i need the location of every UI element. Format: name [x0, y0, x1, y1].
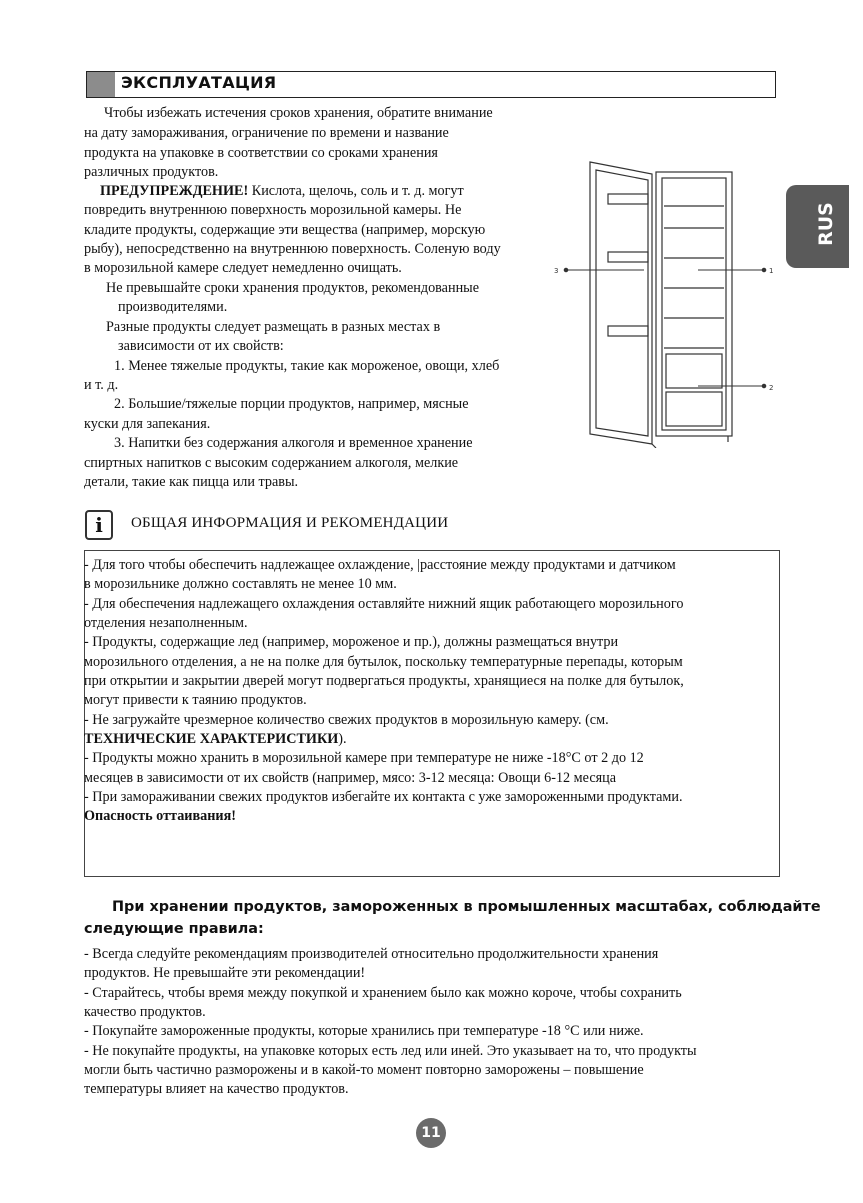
info-line: при открытии и закрытии дверей могут подвергаться продукты, хранящиеся на полке для бутылок,	[84, 673, 684, 689]
language-tab-label: RUS	[815, 202, 837, 246]
section-header	[86, 71, 776, 98]
info-line: - Для обеспечения надлежащего охлаждения оставляйте нижний ящик работающего морозильного	[84, 596, 684, 612]
section-title: ЭКСПЛУАТАЦИЯ	[121, 73, 277, 92]
warning-line: повредить внутреннюю поверхность морозильной камеры. Не	[84, 202, 462, 218]
guide-line: 2. Большие/тяжелые порции продуктов, например, мясные	[114, 396, 469, 412]
info-icon-glyph: i	[95, 513, 103, 537]
diagram-label-right-bottom: 2	[769, 384, 774, 392]
guide-line: куски для запекания.	[84, 416, 211, 432]
industrial-heading-cont: следующие правила:	[84, 921, 264, 937]
industrial-heading: При хранении продуктов, замороженных в промышленных масштабах, соблюдайте	[112, 899, 821, 915]
industrial-line: - Покупайте замороженные продукты, которые хранились при температуре -18 °С или ниже.	[84, 1023, 644, 1039]
info-line: - Не загружайте чрезмерное количество свежих продуктов в морозильную камеру. (см.	[84, 712, 609, 728]
info-line: в морозильнике должно составлять не менее 10 мм.	[84, 576, 397, 592]
guide-line: 3. Напитки без содержания алкоголя и временное хранение	[114, 435, 473, 451]
info-line: - Для того чтобы обеспечить надлежащее охлаждение, |расстояние между продуктами и датчиком	[84, 557, 676, 573]
industrial-line: качество продуктов.	[84, 1004, 206, 1020]
page-number: 11	[416, 1118, 446, 1148]
warning-label: ПРЕДУПРЕЖДЕНИЕ!	[100, 183, 249, 199]
intro-line: Чтобы избежать истечения сроков хранения, обратите внимание	[104, 105, 493, 121]
warning-line: рыбу), непосредственно на внутреннюю поверхность. Соленую воду	[84, 241, 501, 257]
industrial-line: температуры влияет на качество продуктов.	[84, 1081, 349, 1097]
guide-line: Не превышайте сроки хранения продуктов, рекомендованные	[106, 280, 479, 296]
guide-line: детали, такие как пицца или травы.	[84, 474, 299, 490]
intro-line: продукта на упаковке в соответствии со сроками хранения	[84, 145, 438, 161]
info-warning: Опасность оттаивания!	[84, 808, 236, 824]
info-line: морозильного отделения, а не на полке для бутылок, поскольку температурные перепады, которым	[84, 654, 683, 670]
industrial-line: могли быть частично разморожены и в какой-то момент повторно заморожены – повышение	[84, 1062, 644, 1078]
warning-text: Кислота, щелочь, соль и т. д. могут	[248, 183, 464, 199]
info-icon	[85, 510, 113, 540]
warning-line: кладите продукты, содержащие эти вещества (например, морскую	[84, 222, 486, 238]
intro-line: на дату замораживания, ограничение по времени и название	[84, 125, 449, 141]
guide-line: Разные продукты следует размещать в разных местах в	[106, 319, 441, 335]
diagram-label-right-top: 1	[769, 267, 774, 275]
spec-reference: ТЕХНИЧЕСКИЕ ХАРАКТЕРИСТИКИ	[84, 731, 339, 747]
info-line	[84, 730, 347, 749]
info-line: - Продукты можно хранить в морозильной камере при температуре не ниже -18°C от 2 до 12	[84, 750, 644, 766]
warning-line	[100, 182, 464, 201]
info-line: отделения незаполненным.	[84, 615, 248, 631]
industrial-line: - Всегда следуйте рекомендациям производителей относительно продолжительности хранения	[84, 946, 659, 962]
language-tab	[786, 185, 849, 268]
guide-line: производителями.	[118, 299, 228, 315]
section-header-marker	[87, 72, 115, 97]
warning-line: в морозильной камере следует немедленно очищать.	[84, 260, 402, 276]
guide-line: спиртных напитков с высоким содержанием алкоголя, мелкие	[84, 455, 459, 471]
freezer-diagram	[552, 158, 778, 448]
info-line: месяцев в зависимости от их свойств (например, мясо: 3-12 месяца: Овощи 6-12 месяца	[84, 770, 617, 786]
info-line: - Продукты, содержащие лед (например, мороженое и пр.), должны размещаться внутри	[84, 634, 619, 650]
info-line: могут привести к таянию продуктов.	[84, 692, 307, 708]
industrial-line: - Старайтесь, чтобы время между покупкой и хранением было как можно короче, чтобы сохранить	[84, 985, 682, 1001]
intro-line: различных продуктов.	[84, 164, 219, 180]
industrial-line: - Не покупайте продукты, на упаковке которых есть лед или иней. Это указывает на то, что продукты	[84, 1043, 697, 1059]
info-line: - При замораживании свежих продуктов избегайте их контакта с уже замороженными продуктами.	[84, 789, 683, 805]
industrial-line: продуктов. Не превышайте эти рекомендации!	[84, 965, 366, 981]
guide-line: зависимости от их свойств:	[118, 338, 284, 354]
guide-line: и т. д.	[84, 377, 119, 393]
info-title: ОБЩАЯ ИНФОРМАЦИЯ И РЕКОМЕНДАЦИИ	[131, 515, 449, 531]
guide-line: 1. Менее тяжелые продукты, такие как мороженое, овощи, хлеб	[114, 358, 500, 374]
diagram-label-left: 3	[554, 267, 559, 275]
spec-reference-tail: ).	[338, 731, 347, 747]
